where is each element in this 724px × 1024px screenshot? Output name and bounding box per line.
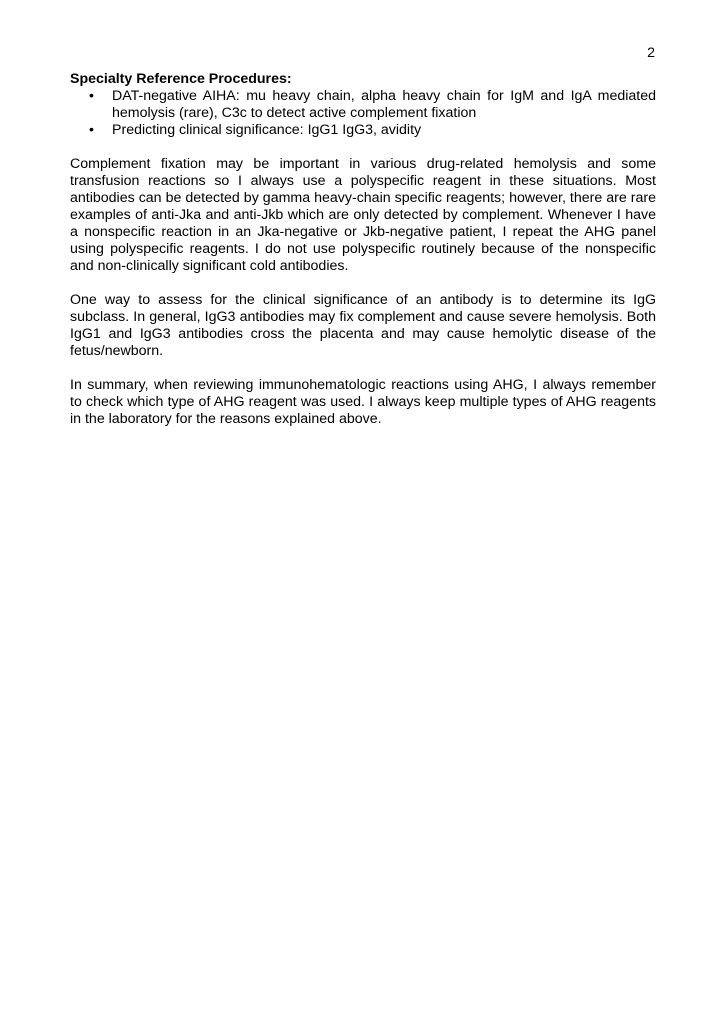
bullet-dot-icon: • bbox=[89, 88, 94, 104]
paragraph-spacer bbox=[70, 139, 656, 156]
paragraph-complement-fixation: Complement fixation may be important in various drug-related hemolysis and some transfusion reactions so I always use a polyspecific reagent in these situations. Most antibodies can be detected by gamma heavy-chain specific reagents; however, there are rare examples of anti-Jka and anti-Jkb which are only detected by complement. Whenever I have a nonspecific reaction in an Jka-negative or Jkb-negative patient, I repeat the AHG panel using polyspecific reagents. I do not use polyspecific routinely because of the nonspecific and non-clinically significant cold antibodies. bbox=[70, 156, 656, 274]
paragraph-spacer bbox=[70, 275, 656, 292]
page-number: 2 bbox=[647, 45, 655, 61]
paragraph-summary: In summary, when reviewing immunohematologic reactions using AHG, I always remember to check which type of AHG reagent was used. I always keep multiple types of AHG reagents in the laboratory for the reasons explained above. bbox=[70, 377, 656, 427]
section-heading: Specialty Reference Procedures: bbox=[70, 71, 292, 87]
document-body bbox=[70, 71, 656, 428]
bullet-list bbox=[70, 88, 656, 139]
bullet-dot-icon: • bbox=[89, 122, 94, 138]
bullet-item-dat-negative bbox=[70, 88, 656, 122]
bullet-text: Predicting clinical significance: IgG1 IgG3, avidity bbox=[112, 122, 422, 138]
paragraph-spacer bbox=[70, 360, 656, 377]
bullet-text: DAT-negative AIHA: mu heavy chain, alpha heavy chain for IgM and IgA mediated hemolysis (rare), C3c to detect active complement fixation bbox=[112, 88, 656, 121]
paragraph-igg-subclass: One way to assess for the clinical significance of an antibody is to determine its IgG subclass. In general, IgG3 antibodies may fix complement and cause severe hemolysis. Both IgG1 and IgG3 antibodies cross the placenta and may cause hemolytic disease of the fetus/newborn. bbox=[70, 292, 656, 359]
bullet-item-clinical-significance bbox=[70, 122, 656, 139]
